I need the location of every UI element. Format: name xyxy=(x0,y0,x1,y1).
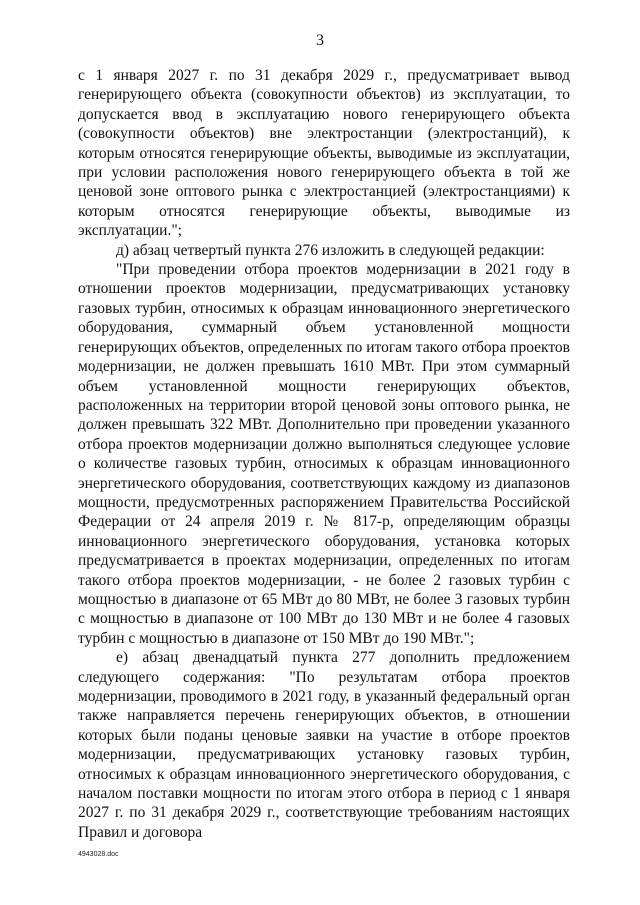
document-body xyxy=(78,66,570,842)
page-number: 3 xyxy=(316,32,324,49)
document-filename: 4943028.doc xyxy=(78,851,119,858)
paragraph-quoted-text: "При проведении отбора проектов модернизации в 2021 году в отношении проектов модернизации, предусматривающих установку газовых турбин, относимых к образцам инновационного энергетического оборудования, суммарный объем установленной мощности генерирующих объектов, определенных по итогам такого отбора проектов модернизации, не должен превышать 1610 МВт. При этом суммарный объем установленной мощности генерирующих объектов, расположенных на территории второй ценовой зоны оптового рынка, не должен превышать 322 МВт. Дополнительно при проведении указанного отбора проектов модернизации должно выполняться следующее условие о количестве газовых турбин, относимых к образцам инновационного энергетического оборудования, соответствующих каждому из диапазонов мощности, предусмотренных распоряжением Правительства Российской Федерации от 24 апреля 2019 г. № 817-р, определяющим образцы инновационного энергетического оборудования, установка которых предусматривается в проектах модернизации, определенных по итогам такого отбора проектов модернизации, - не более 2 газовых турбин с мощностью в диапазоне от 65 МВт до 80 МВт, не более 3 газовых турбин с мощностью в диапазоне от 100 МВт до 130 МВт и не более 4 газовых турбин с мощностью в диапазоне от 150 МВт до 190 МВт."; xyxy=(78,261,570,647)
paragraph-item-d: д) абзац четвертый пункта 276 изложить в следующей редакции: xyxy=(116,241,545,259)
paragraph-item-e: е) абзац двенадцатый пункта 277 дополнить предложением следующего содержания: "По результатам отбора проектов модернизации, проводимого в 2021 году, в указанный федеральный орган также направляется перечень генерирующих объектов, в отношении которых были поданы ценовые заявки на участие в отборе проектов модернизации, предусматривающих установку газовых турбин, относимых к образцам инновационного энергетического оборудования, с началом поставки мощности по итогам этого отбора в период с 1 января 2027 г. по 31 декабря 2029 г., соответствующие требованиям настоящих Правил и договора xyxy=(78,649,570,841)
paragraph-continuation: с 1 января 2027 г. по 31 декабря 2029 г., предусматривает вывод генерирующего объекта (совокупности объектов) из эксплуатации, то допускается ввод в эксплуатацию нового генерирующего объекта (совокупности объектов) вне электростанции (электростанций), к которым относятся генерирующие объекты, выводимые из эксплуатации, при условии расположения нового генерирующего объекта в той же ценовой зоне оптового рынка с электростанцией (электростанциями) к которым относятся генерирующие объекты, выводимые из эксплуатации."; xyxy=(78,67,570,240)
